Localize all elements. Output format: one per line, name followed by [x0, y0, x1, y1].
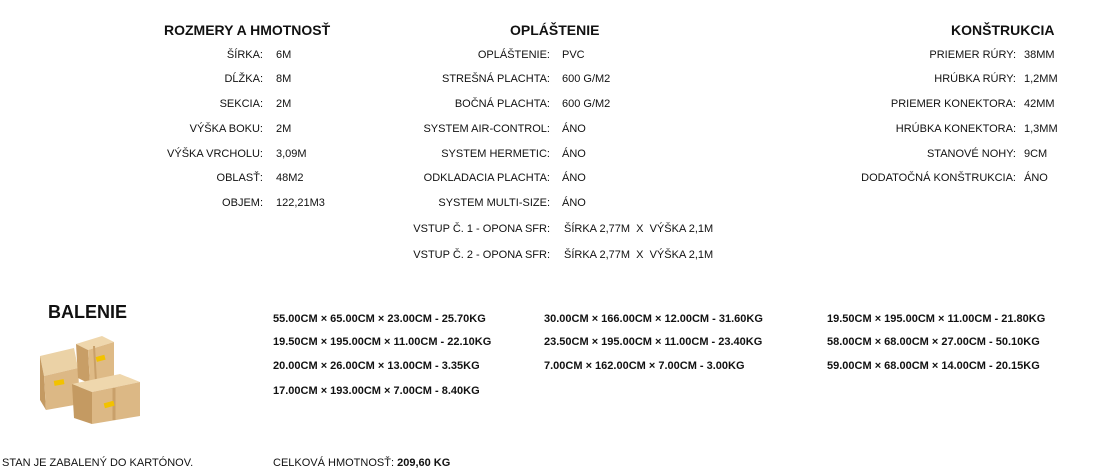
rozmery-label: VÝŠKA BOKU: — [189, 123, 263, 135]
rozmery-label: SEKCIA: — [219, 98, 263, 110]
konstrukcia-value: 9CM — [1024, 148, 1048, 160]
oplastenie-label: OPLÁŠTENIE: — [477, 49, 550, 61]
packing-note: STAN JE ZABALENÝ DO KARTÓNOV. — [2, 457, 194, 469]
rozmery-value: 122,21M3 — [276, 197, 325, 209]
rozmery-value: 2M — [276, 123, 292, 135]
package-item: 19.50CM × 195.00CM × 11.00CM - 21.80KG — [827, 313, 1046, 325]
konstrukcia-label: PRIEMER KONEKTORA: — [890, 98, 1016, 110]
konstrukcia-value: 42MM — [1024, 98, 1055, 110]
oplastenie-value: ÁNO — [562, 123, 586, 135]
oplastenie-label: BOČNÁ PLACHTA: — [454, 98, 550, 110]
konstrukcia-value: 38MM — [1024, 49, 1055, 61]
package-item: 19.50CM × 195.00CM × 11.00CM - 22.10KG — [273, 336, 492, 348]
rozmery-label: VÝŠKA VRCHOLU: — [167, 148, 263, 160]
konstrukcia-label: HRÚBKA KONEKTORA: — [895, 123, 1016, 135]
oplastenie-value: ÁNO — [562, 172, 586, 184]
konstrukcia-title: KONŠTRUKCIA — [951, 22, 1055, 38]
rozmery-value: 2M — [276, 98, 292, 110]
cardboard-boxes-icon — [34, 334, 146, 426]
package-item: 30.00CM × 166.00CM × 12.00CM - 31.60KG — [544, 313, 763, 325]
package-item: 55.00CM × 65.00CM × 23.00CM - 25.70KG — [273, 313, 486, 325]
rozmery-value: 3,09M — [276, 148, 307, 160]
konstrukcia-value: ÁNO — [1024, 172, 1048, 184]
rozmery-label: DĹŽKA: — [224, 73, 263, 85]
oplastenie-label: VSTUP Č. 2 - OPONA SFR: — [413, 249, 550, 261]
konstrukcia-label: HRÚBKA RÚRY: — [934, 73, 1016, 85]
konstrukcia-value: 1,2MM — [1024, 73, 1058, 85]
total-weight-value: 209,60 KG — [397, 457, 451, 469]
rozmery-title: ROZMERY A HMOTNOSŤ — [164, 22, 331, 38]
rozmery-label: ŠÍRKA: — [226, 49, 263, 61]
oplastenie-value: ÁNO — [562, 148, 586, 160]
package-item: 23.50CM × 195.00CM × 11.00CM - 23.40KG — [544, 336, 763, 348]
oplastenie-label: ODKLADACIA PLACHTA: — [423, 172, 550, 184]
oplastenie-label: SYSTEM MULTI-SIZE: — [438, 197, 550, 209]
oplastenie-value: ŠÍRKA 2,77M X VÝŠKA 2,1M — [564, 223, 714, 235]
total-weight — [273, 457, 450, 469]
oplastenie-label: SYSTEM HERMETIC: — [441, 148, 550, 160]
oplastenie-value: ÁNO — [562, 197, 586, 209]
rozmery-value: 48M2 — [276, 172, 304, 184]
balenie-title: BALENIE — [48, 302, 128, 322]
oplastenie-value: 600 G/M2 — [562, 73, 611, 85]
rozmery-value: 8M — [276, 73, 292, 85]
oplastenie-label: VSTUP Č. 1 - OPONA SFR: — [413, 223, 550, 235]
package-item: 7.00CM × 162.00CM × 7.00CM - 3.00KG — [544, 360, 745, 372]
rozmery-label: OBLASŤ: — [216, 172, 263, 184]
oplastenie-value: 600 G/M2 — [562, 98, 611, 110]
package-item: 58.00CM × 68.00CM × 27.00CM - 50.10KG — [827, 336, 1040, 348]
oplastenie-value: PVC — [562, 49, 585, 61]
konstrukcia-label: DODATOČNÁ KONŠTRUKCIA: — [861, 172, 1016, 184]
konstrukcia-label: PRIEMER RÚRY: — [929, 49, 1016, 61]
rozmery-value: 6M — [276, 49, 292, 61]
konstrukcia-label: STANOVÉ NOHY: — [926, 148, 1016, 160]
package-item: 59.00CM × 68.00CM × 14.00CM - 20.15KG — [827, 360, 1040, 372]
konstrukcia-value: 1,3MM — [1024, 123, 1058, 135]
package-item: 20.00CM × 26.00CM × 13.00CM - 3.35KG — [273, 360, 480, 372]
package-item: 17.00CM × 193.00CM × 7.00CM - 8.40KG — [273, 385, 480, 397]
oplastenie-value: ŠÍRKA 2,77M X VÝŠKA 2,1M — [564, 249, 714, 261]
rozmery-label: OBJEM: — [222, 197, 263, 209]
total-weight-label: CELKOVÁ HMOTNOSŤ: — [273, 457, 395, 469]
oplastenie-label: STREŠNÁ PLACHTA: — [442, 73, 550, 85]
oplastenie-label: SYSTEM AIR-CONTROL: — [423, 123, 550, 135]
oplastenie-title: OPLÁŠTENIE — [510, 22, 600, 38]
